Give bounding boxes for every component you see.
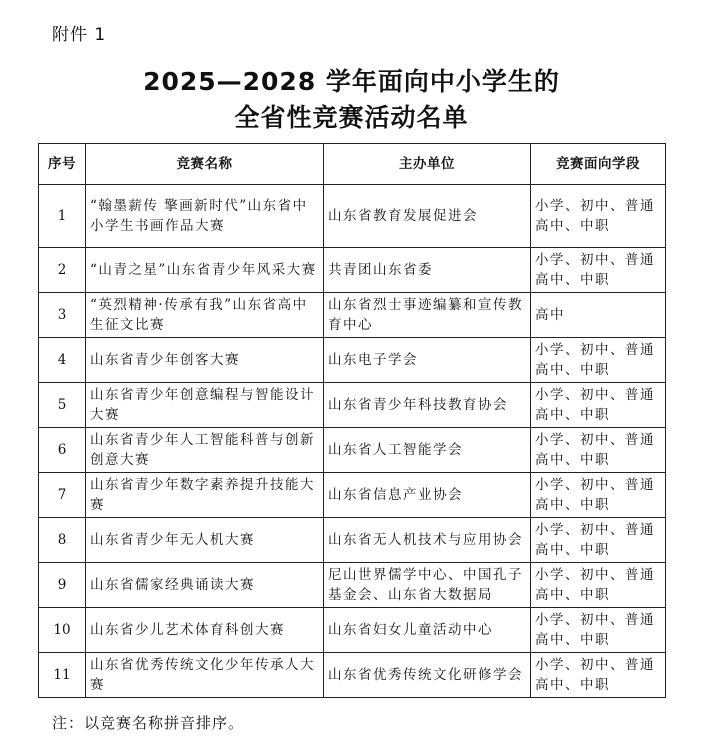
organizer: 山东电子学会 [324, 338, 531, 383]
competition-name: “翰墨薪传 擎画新时代”山东省中小学生书画作品大赛 [86, 185, 324, 248]
row-index: 6 [39, 428, 86, 473]
organizer: 山东省无人机技术与应用协会 [324, 518, 531, 563]
school-stage: 小学、初中、普通高中、中职 [531, 563, 666, 608]
table-row [39, 248, 666, 293]
row-index: 5 [39, 383, 86, 428]
header-index: 序号 [39, 144, 86, 185]
document-title-line-1: 2025—2028 学年面向中小学生的 [143, 67, 560, 96]
organizer: 山东省人工智能学会 [324, 428, 531, 473]
organizer: 山东省烈士事迹编纂和宣传教育中心 [324, 293, 531, 338]
table-row [39, 608, 666, 653]
competition-name: 山东省青少年数字素养提升技能大赛 [86, 473, 324, 518]
table-row [39, 383, 666, 428]
school-stage: 高中 [531, 293, 666, 338]
competition-name: 山东省青少年人工智能科普与创新创意大赛 [86, 428, 324, 473]
row-index: 1 [39, 185, 86, 248]
school-stage: 小学、初中、普通高中、中职 [531, 653, 666, 698]
school-stage: 小学、初中、普通高中、中职 [531, 383, 666, 428]
table-header-row [39, 144, 666, 185]
table-row [39, 653, 666, 698]
competition-name: 山东省青少年无人机大赛 [86, 518, 324, 563]
table-row [39, 563, 666, 608]
row-index: 4 [39, 338, 86, 383]
organizer: 共青团山东省委 [324, 248, 531, 293]
organizer: 山东省信息产业协会 [324, 473, 531, 518]
row-index: 10 [39, 608, 86, 653]
organizer: 山东省青少年科技教育协会 [324, 383, 531, 428]
competition-table [38, 143, 666, 698]
school-stage: 小学、初中、普通高中、中职 [531, 608, 666, 653]
table-row [39, 338, 666, 383]
row-index: 9 [39, 563, 86, 608]
table-row [39, 518, 666, 563]
organizer: 尼山世界儒学中心、中国孔子基金会、山东省大数据局 [324, 563, 531, 608]
table-row [39, 473, 666, 518]
footnote: 注：以竞赛名称拼音排序。 [52, 714, 245, 732]
organizer: 山东省优秀传统文化研修学会 [324, 653, 531, 698]
school-stage: 小学、初中、普通高中、中职 [531, 248, 666, 293]
table-row [39, 428, 666, 473]
school-stage: 小学、初中、普通高中、中职 [531, 428, 666, 473]
competition-name: 山东省儒家经典诵读大赛 [86, 563, 324, 608]
row-index: 8 [39, 518, 86, 563]
school-stage: 小学、初中、普通高中、中职 [531, 185, 666, 248]
competition-name: “山青之星”山东省青少年风采大赛 [86, 248, 324, 293]
row-index: 2 [39, 248, 86, 293]
school-stage: 小学、初中、普通高中、中职 [531, 473, 666, 518]
school-stage: 小学、初中、普通高中、中职 [531, 338, 666, 383]
competition-name: 山东省优秀传统文化少年传承人大赛 [86, 653, 324, 698]
attachment-label: 附件 1 [52, 25, 107, 45]
header-competition-name: 竞赛名称 [86, 144, 324, 185]
organizer: 山东省妇女儿童活动中心 [324, 608, 531, 653]
row-index: 7 [39, 473, 86, 518]
row-index: 11 [39, 653, 86, 698]
table-row [39, 293, 666, 338]
header-organizer: 主办单位 [324, 144, 531, 185]
row-index: 3 [39, 293, 86, 338]
competition-name: 山东省青少年创客大赛 [86, 338, 324, 383]
competition-name: 山东省青少年创意编程与智能设计大赛 [86, 383, 324, 428]
header-school-stage: 竞赛面向学段 [531, 144, 666, 185]
competition-name: 山东省少儿艺术体育科创大赛 [86, 608, 324, 653]
competition-name: “英烈精神·传承有我”山东省高中生征文比赛 [86, 293, 324, 338]
school-stage: 小学、初中、普通高中、中职 [531, 518, 666, 563]
organizer: 山东省教育发展促进会 [324, 185, 531, 248]
document-title-line-2: 全省性竞赛活动名单 [234, 103, 469, 132]
table-row [39, 185, 666, 248]
